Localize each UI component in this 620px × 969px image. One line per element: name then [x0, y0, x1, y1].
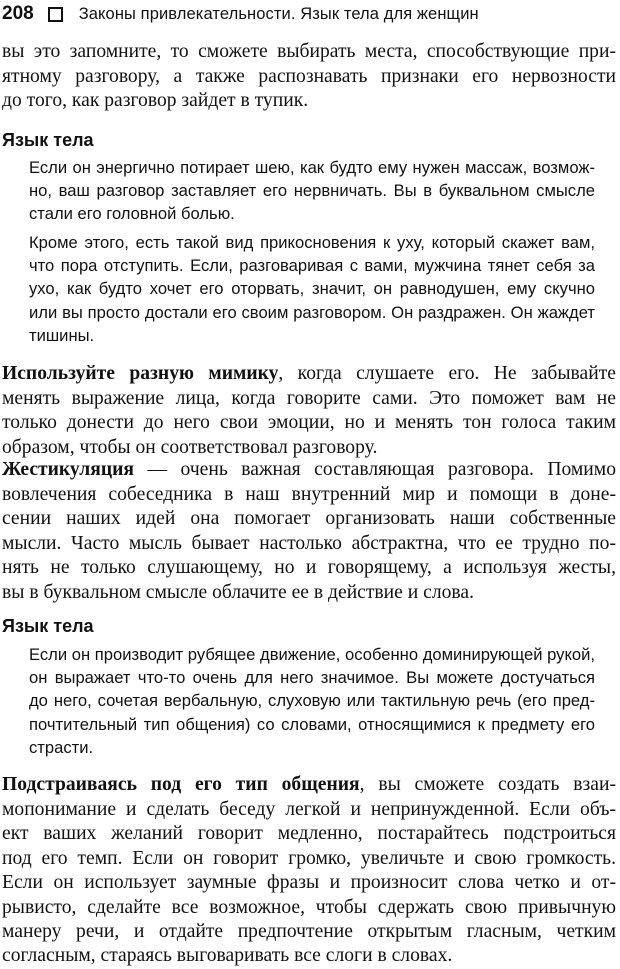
- text-line: или вы просто достали его своим разговором. Он раздражен. Он жаждет: [29, 302, 595, 322]
- checkbox-square-icon: [48, 7, 63, 22]
- text-line: манеру речи, и отдайте предпочтение открытым гласным, четким: [2, 921, 616, 942]
- text-line: тишины.: [29, 325, 95, 345]
- sidebar-paragraph: [29, 643, 595, 759]
- text-line: стали его головной болью.: [29, 204, 235, 224]
- text-line: [2, 458, 616, 483]
- lead-term: Используйте разную мимику: [2, 363, 279, 384]
- text-line: [2, 362, 616, 387]
- text-line: согласным, стараясь выговаривать все слоги в словах.: [2, 945, 453, 966]
- text-fragment: , когда слушаете его. Не забывайте: [278, 363, 616, 384]
- text-line: он выражает что-то очень для него значимое. Вы можете достучаться: [29, 668, 595, 688]
- text-fragment: , вы сможете создать взаи-: [359, 774, 616, 795]
- sidebar-paragraph: [29, 231, 595, 347]
- text-line: до него, сочетая вербальную, слуховую или тактильную речь (его пред-: [29, 691, 595, 711]
- text-line: почтительный тип общения) со словами, относящимися к предмету его: [29, 714, 595, 734]
- mimic-paragraph: [2, 362, 616, 460]
- text-line: Если он энергично потирает шею, как будто ему нужен массаж, возмож-: [29, 158, 595, 177]
- text-line: вовлечения собеседника в наш внутренний мир и помощи в доне-: [2, 483, 616, 505]
- sidebar-heading: Язык тела: [2, 130, 94, 150]
- text-line: до того, как разговор зайдет в тупик.: [2, 90, 309, 111]
- text-line: мопонимание и сделать беседу легкой и непринужденной. Если объ-: [2, 798, 616, 820]
- running-header: [2, 0, 612, 28]
- text-line: Если он производит рубящее движение, особенно доминирующей рукой,: [29, 645, 595, 664]
- text-line: страсти.: [29, 737, 94, 757]
- text-line: Если он использует заумные фразы и произносит слова четко и от-: [2, 872, 616, 893]
- running-title: Законы привлекательности. Язык тела для женщин: [78, 4, 479, 23]
- sidebar-paragraph: [29, 156, 595, 226]
- text-line: под его темп. Если он говорит громко, увеличьте и свою громкость.: [2, 847, 616, 869]
- text-line: ухо, как будто хочет его оторвать, значит, он равнодушен, ему скучно: [29, 279, 595, 299]
- text-line: менять выражение лица, когда говорите сами. Это поможет вам не: [2, 387, 616, 409]
- adapt-paragraph-end: [2, 944, 616, 969]
- text-line: только донести до него свои эмоции, но и менять тон голоса таким: [2, 412, 616, 433]
- text-line: рывисто, сделайте все возможное, чтобы сдержать свою привычную: [2, 896, 616, 918]
- text-line: но, ваш разговор заставляет его нервничать. Вы в буквальном смысле: [29, 181, 595, 201]
- lead-term: Жестикуляция: [2, 459, 135, 480]
- text-line: нять не только слушающему, но и говорящему, а используя жесты,: [2, 557, 616, 578]
- text-line: ект ваших желаний говорит медленно, постарайтесь подстроиться: [2, 823, 616, 844]
- adapt-paragraph: [2, 773, 616, 945]
- sidebar-heading: Язык тела: [2, 616, 94, 636]
- text-line: образом, чтобы он соответствовал разговору.: [2, 436, 378, 458]
- lead-term: Подстраиваясь под его тип общения: [2, 774, 360, 795]
- text-line: [2, 773, 616, 798]
- gesture-paragraph: [2, 458, 616, 605]
- page-number: 208: [2, 3, 34, 24]
- text-fragment: — очень важная составляющая разговора. Помимо: [134, 459, 616, 480]
- text-line: сении наших идей она помогает организовать наши собственные: [2, 508, 616, 529]
- text-line: Кроме этого, есть такой вид прикосновения к уху, который скажет вам,: [29, 233, 595, 252]
- text-line: вы это запомните, то сможете выбирать места, способствующие при-: [2, 41, 616, 62]
- text-line: мысли. Часто мысль бывает настолько абстрактна, что ее трудно по-: [2, 532, 616, 554]
- intro-paragraph: [2, 40, 616, 114]
- text-line: что пора отступить. Если, разговаривая с вами, мужчина тянет себя за: [29, 256, 595, 276]
- text-line: вы в буквальном смысле облачите ее в действие и слова.: [2, 581, 475, 603]
- text-line: ятному разговору, а также распознавать признаки его нервозности: [2, 65, 616, 87]
